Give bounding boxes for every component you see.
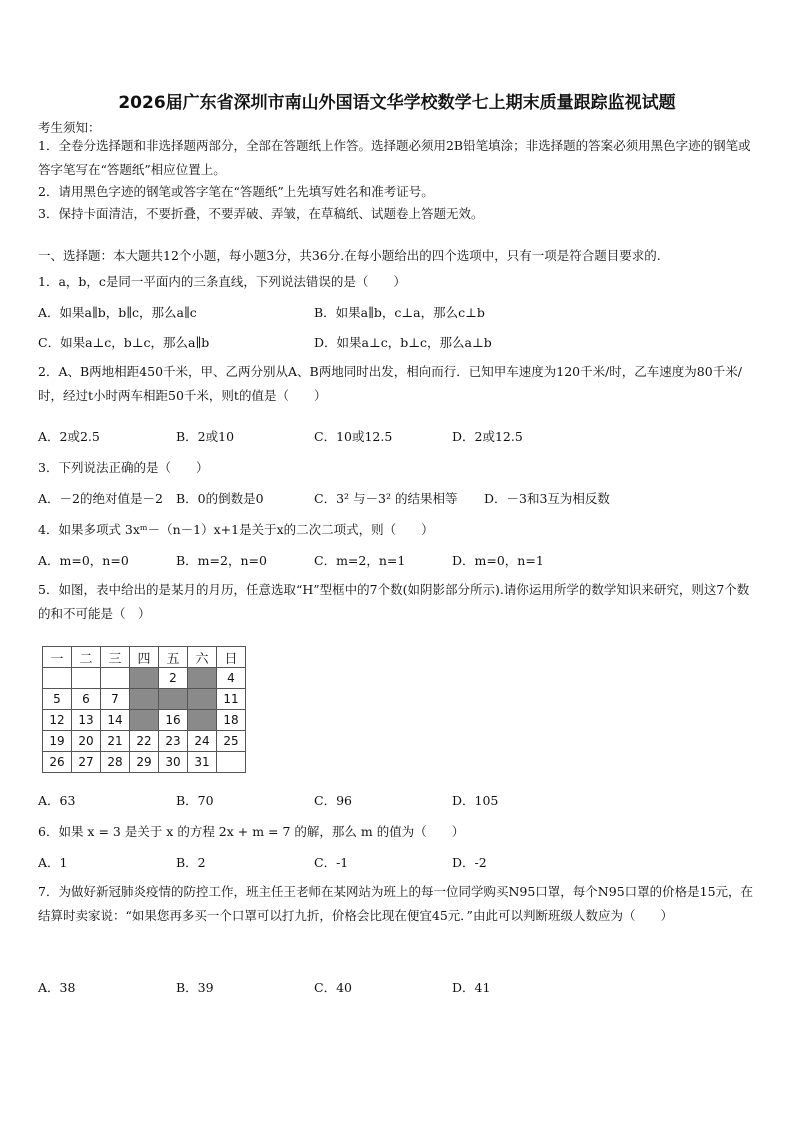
calendar-header-cell: 二 xyxy=(72,647,101,668)
question-6-option-c: C．-1 xyxy=(314,855,349,870)
question-1-stem: 1．a，b，c是同一平面内的三条直线，下列说法错误的是（ ） xyxy=(38,274,406,289)
calendar-cell: 26 xyxy=(43,752,72,773)
question-3-option-a: A．－2的绝对值是－2 xyxy=(38,491,163,506)
calendar-shaded-cell xyxy=(188,710,217,731)
calendar-cell: 28 xyxy=(101,752,130,773)
question-5-option-b: B．70 xyxy=(176,793,214,808)
question-6-option-b: B．2 xyxy=(176,855,206,870)
calendar-cell: 24 xyxy=(188,731,217,752)
calendar-shaded-cell xyxy=(130,668,159,689)
calendar-cell xyxy=(72,668,101,689)
calendar-cell: 12 xyxy=(43,710,72,731)
calendar-cell: 21 xyxy=(101,731,130,752)
question-5-option-a: A．63 xyxy=(38,793,76,808)
calendar-cell: 4 xyxy=(217,668,246,689)
question-3-option-b: B．0的倒数是0 xyxy=(176,491,264,506)
calendar-cell: 25 xyxy=(217,731,246,752)
calendar-cell: 6 xyxy=(72,689,101,710)
calendar-cell: 23 xyxy=(159,731,188,752)
question-3-option-c: C．3² 与－3² 的结果相等 xyxy=(314,491,458,506)
calendar-shaded-cell xyxy=(188,668,217,689)
question-2-stem: 2．A、B两地相距450千米，甲、乙两分别从A、B两地同时出发，相向而行．已知甲车速度为120千米/时，乙车速度为80千米/时，经过t小时两车相距50千米，则t的值是（ ） xyxy=(38,364,742,403)
question-6-option-a: A．1 xyxy=(38,855,68,870)
calendar-cell: 22 xyxy=(130,731,159,752)
calendar-shaded-cell xyxy=(159,689,188,710)
question-3-stem: 3．下列说法正确的是（ ） xyxy=(38,460,209,475)
notice-item-1: 1．全卷分选择题和非选择题两部分，全部在答题纸上作答。选择题必须用2B铅笔填涂；非选择题的答案必须用黑色字迹的钢笔或答字笔写在“答题纸”相应位置上。 xyxy=(38,138,751,177)
question-7-option-a: A．38 xyxy=(38,980,76,995)
question-7-option-b: B．39 xyxy=(176,980,214,995)
calendar-shaded-cell xyxy=(130,710,159,731)
question-3-option-d: D．－3和3互为相反数 xyxy=(484,491,610,506)
question-2-option-b: B．2或10 xyxy=(176,429,235,444)
calendar-header-cell: 六 xyxy=(188,647,217,668)
calendar-cell xyxy=(101,668,130,689)
calendar-cell xyxy=(43,668,72,689)
calendar-row xyxy=(43,689,246,710)
calendar-cell: 5 xyxy=(43,689,72,710)
calendar-cell: 2 xyxy=(159,668,188,689)
question-2-option-a: A．2或2.5 xyxy=(38,429,100,444)
calendar-header-cell: 三 xyxy=(101,647,130,668)
calendar-cell: 14 xyxy=(101,710,130,731)
question-2-option-d: D．2或12.5 xyxy=(452,429,523,444)
calendar-header-cell: 一 xyxy=(43,647,72,668)
calendar-cell: 29 xyxy=(130,752,159,773)
calendar-cell: 13 xyxy=(72,710,101,731)
calendar-shaded-cell xyxy=(130,689,159,710)
calendar-cell xyxy=(217,752,246,773)
calendar-header-cell: 四 xyxy=(130,647,159,668)
question-5-option-c: C．96 xyxy=(314,793,352,808)
calendar-cell: 18 xyxy=(217,710,246,731)
question-1-option-d: D．如果a⊥c，b⊥c，那么a⊥b xyxy=(314,335,492,350)
question-1-option-b: B．如果a∥b，c⊥a，那么c⊥b xyxy=(314,305,485,320)
calendar-header-cell: 日 xyxy=(217,647,246,668)
calendar-cell: 11 xyxy=(217,689,246,710)
calendar-header-cell: 五 xyxy=(159,647,188,668)
calendar-row xyxy=(43,710,246,731)
notice-heading: 考生须知： xyxy=(38,120,101,135)
question-4-stem: 4．如果多项式 3xᵐ－（n－1）x+1是关于x的二次二项式，则（ ） xyxy=(38,522,434,537)
calendar-cell: 30 xyxy=(159,752,188,773)
question-4-option-a: A．m=0，n=0 xyxy=(38,553,129,568)
notice-item-3: 3．保持卡面清洁，不要折叠，不要弄破、弄皱，在草稿纸、试题卷上答题无效。 xyxy=(38,206,484,221)
calendar-cell: 7 xyxy=(101,689,130,710)
calendar-shaded-cell xyxy=(188,689,217,710)
calendar-cell: 19 xyxy=(43,731,72,752)
question-7-option-d: D．41 xyxy=(452,980,491,995)
question-5-stem: 5．如图，表中给出的是某月的月历，任意选取“H”型框中的7个数(如阴影部分所示).请你运用所学的数学知识来研究，则这7个数的和不可能是（ ） xyxy=(38,582,750,621)
notice-item-2: 2．请用黑色字迹的钢笔或答字笔在“答题纸”上先填写姓名和准考证号。 xyxy=(38,184,434,199)
question-6-stem: 6．如果 x = 3 是关于 x 的方程 2x + m = 7 的解，那么 m 的值为（ ） xyxy=(38,824,465,839)
calendar-cell: 20 xyxy=(72,731,101,752)
question-4-option-d: D．m=0，n=1 xyxy=(452,553,544,568)
question-7-option-c: C．40 xyxy=(314,980,352,995)
calendar-row xyxy=(43,668,246,689)
question-5-option-d: D．105 xyxy=(452,793,499,808)
calendar-row xyxy=(43,752,246,773)
question-7-stem: 7．为做好新冠肺炎疫情的防控工作，班主任王老师在某网站为班上的每一位同学购买N95口罩，每个N95口罩的价格是15元，在结算时卖家说：“如果您再多买一个口罩可以打九折，价格会比现在便宜45元．”由此可以判断班级人数应为（ ） xyxy=(38,884,754,923)
calendar-cell: 31 xyxy=(188,752,217,773)
exam-title: 2026届广东省深圳市南山外国语文华学校数学七上期末质量跟踪监视试题 xyxy=(118,93,676,113)
calendar-cell: 16 xyxy=(159,710,188,731)
question-4-option-c: C．m=2，n=1 xyxy=(314,553,406,568)
calendar-table xyxy=(42,646,246,773)
question-2-option-c: C．10或12.5 xyxy=(314,429,393,444)
question-4-option-b: B．m=2，n=0 xyxy=(176,553,267,568)
question-6-option-d: D．-2 xyxy=(452,855,487,870)
calendar-header-row xyxy=(43,647,246,668)
question-1-option-a: A．如果a∥b，b∥c，那么a∥c xyxy=(38,305,197,320)
section-heading: 一、选择题：本大题共12个小题，每小题3分，共36分.在每小题给出的四个选项中，只有一项是符合题目要求的. xyxy=(38,248,661,263)
calendar-row xyxy=(43,731,246,752)
question-1-option-c: C．如果a⊥c，b⊥c，那么a∥b xyxy=(38,335,210,350)
calendar-cell: 27 xyxy=(72,752,101,773)
